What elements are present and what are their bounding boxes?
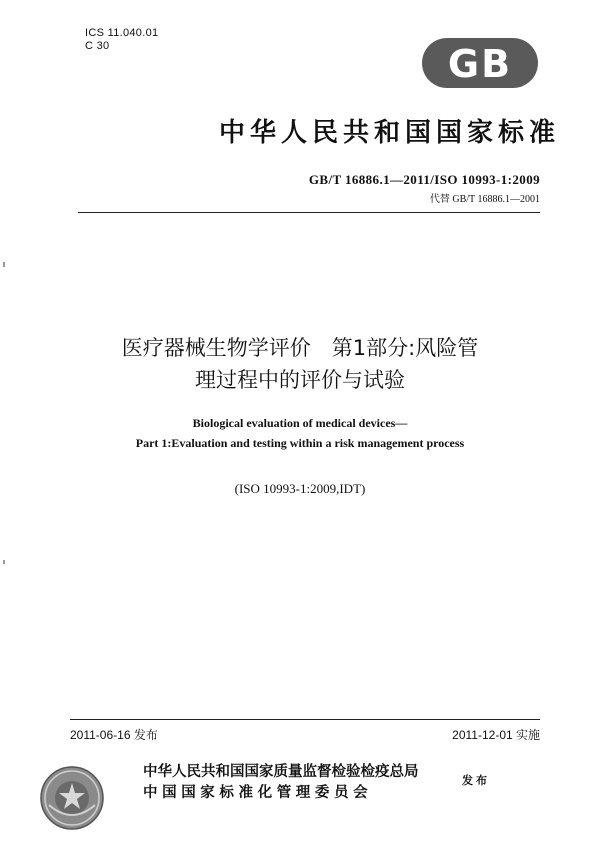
implementation-date: 2011-12-01 实施 [452, 728, 540, 742]
gb-logo-text: GB [447, 42, 513, 86]
national-standard-title: 中华人民共和国国家标准 [218, 118, 560, 148]
replaces-standard: 代替 GB/T 16886.1—2001 [429, 194, 540, 205]
ics-classification [85, 27, 158, 53]
scan-edge-mark [3, 560, 5, 564]
english-title-line1: Biological evaluation of medical devices— [192, 416, 408, 430]
header-divider [78, 212, 540, 213]
chinese-title-line2: 理过程中的评价与试验 [195, 368, 405, 392]
english-title [30, 413, 570, 453]
publish-label: 发布 [462, 774, 490, 787]
standard-number: GB/T 16886.1—2011/ISO 10993-1:2009 [308, 172, 540, 187]
gb-logo [421, 37, 539, 89]
english-title-line2: Part 1:Evaluation and testing within a risk management process [135, 436, 465, 450]
issuer-aqsiq: 中华人民共和国国家质量监督检验检疫总局 [143, 764, 419, 780]
iso-reference: (ISO 10993-1:2009,IDT) [234, 481, 366, 496]
issuing-authorities [143, 762, 419, 804]
ics-code: ICS 11.040.01 [85, 27, 159, 39]
issue-date: 2011-06-16 发布 [70, 728, 158, 742]
scan-edge-mark [3, 262, 5, 267]
chinese-title-line1: 医疗器械生物学评价 第1部分:风险管 [121, 336, 479, 360]
issuer-sac: 中国国家标准化管理委员会 [143, 785, 373, 801]
chinese-title [40, 332, 560, 396]
official-seal-icon [39, 765, 105, 831]
ccs-code: C 30 [85, 40, 110, 52]
footer-divider [70, 719, 540, 720]
